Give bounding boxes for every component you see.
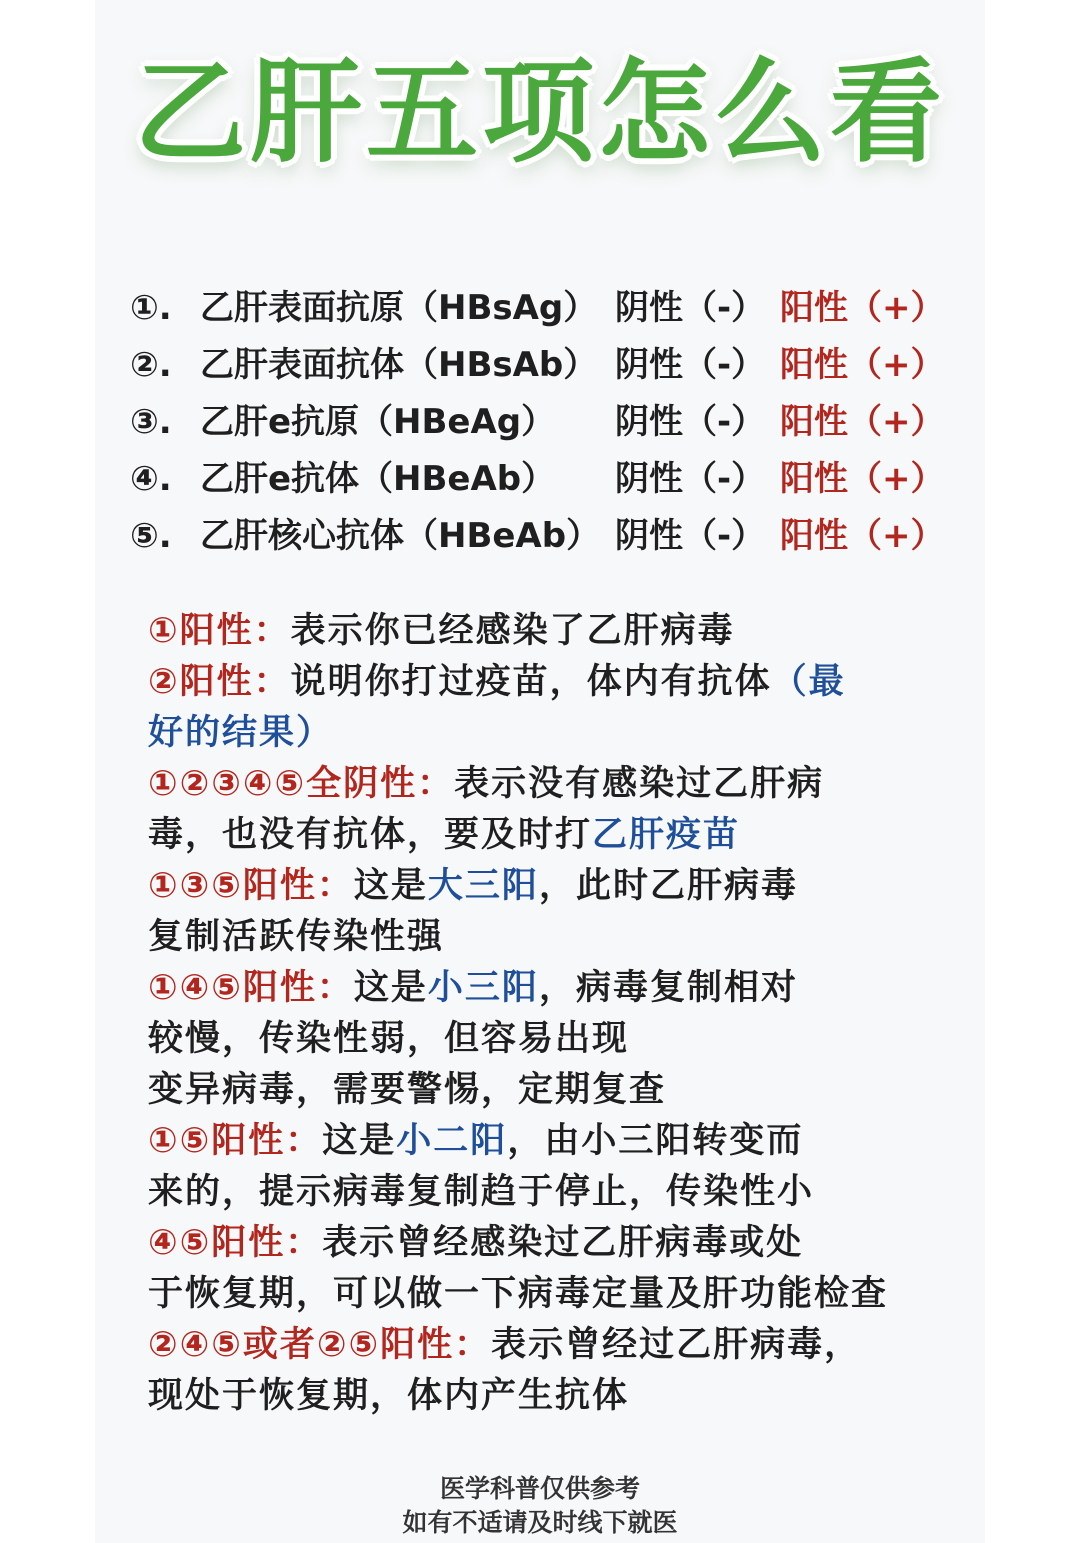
result-highlight: 乙肝疫苗 xyxy=(592,815,741,855)
negative-label: 阴性（-） xyxy=(615,345,766,385)
negative-label: 阴性（-） xyxy=(615,288,766,328)
result-text: ，由小三阳转变而 xyxy=(507,1121,804,1161)
interpretation-line xyxy=(148,963,938,1014)
marker-number: ③. xyxy=(130,402,172,442)
result-text: 较慢，传染性弱，但容易出现 xyxy=(148,1019,630,1059)
result-note: （最 xyxy=(771,662,846,702)
interpretation-line-continued xyxy=(148,810,938,861)
result-highlight: 小二阳 xyxy=(396,1121,508,1161)
marker-name: 乙肝e抗体（HBeAb） xyxy=(200,459,556,499)
marker-row xyxy=(120,280,945,337)
marker-row xyxy=(120,337,945,394)
interpretation-line-continued xyxy=(148,1269,938,1320)
negative-label: 阴性（-） xyxy=(615,516,766,556)
interpretation-line xyxy=(148,606,938,657)
result-text: 这是 xyxy=(322,1121,397,1161)
interpretation-line xyxy=(148,861,938,912)
marker-number: ④. xyxy=(130,459,172,499)
marker-row xyxy=(120,451,945,508)
marker-number: ①. xyxy=(130,288,172,328)
result-label: ①阳性： xyxy=(148,611,291,651)
marker-row xyxy=(120,394,945,451)
result-highlight: 大三阳 xyxy=(427,866,539,906)
disclaimer-footer xyxy=(0,1472,1080,1540)
positive-label: 阳性（+） xyxy=(780,345,945,385)
result-text: 现处于恢复期，体内产生抗体 xyxy=(148,1376,630,1416)
disclaimer-line: 医学科普仅供参考 xyxy=(439,1474,640,1503)
result-text: 毒，也没有抗体，要及时打 xyxy=(148,815,593,855)
result-text: ，此时乙肝病毒 xyxy=(538,866,798,906)
result-note: 好的结果） xyxy=(148,713,334,753)
marker-name: 乙肝核心抗体（HBeAb） xyxy=(200,516,601,556)
positive-label: 阳性（+） xyxy=(780,459,945,499)
result-text: 说明你打过疫苗，体内有抗体 xyxy=(290,662,772,702)
result-text: 表示没有感染过乙肝病 xyxy=(454,764,825,804)
result-text: 来的，提示病毒复制趋于停止，传染性小 xyxy=(148,1172,815,1212)
interpretation-list xyxy=(148,606,938,1422)
marker-row xyxy=(120,508,945,565)
interpretation-line-continued xyxy=(148,1065,938,1116)
result-label: ①③⑤阳性： xyxy=(148,866,354,906)
result-text: 表示你已经感染了乙肝病毒 xyxy=(290,611,735,651)
page-title: 乙肝五项怎么看 xyxy=(134,48,946,178)
interpretation-line xyxy=(148,1320,938,1371)
result-text: 这是 xyxy=(353,866,428,906)
result-highlight: 小三阳 xyxy=(427,968,539,1008)
marker-name: 乙肝表面抗原（HBsAg） xyxy=(200,288,598,328)
interpretation-line-continued xyxy=(148,1014,938,1065)
positive-label: 阳性（+） xyxy=(780,402,945,442)
result-text: 复制活跃传染性强 xyxy=(148,917,445,957)
result-label: ②阳性： xyxy=(148,662,291,702)
interpretation-line xyxy=(148,1116,938,1167)
result-text: 表示曾经感染过乙肝病毒或处 xyxy=(322,1223,804,1263)
result-text: 变异病毒，需要警惕，定期复查 xyxy=(148,1070,667,1110)
negative-label: 阴性（-） xyxy=(615,402,766,442)
result-text: 于恢复期，可以做一下病毒定量及肝功能检查 xyxy=(148,1274,889,1314)
interpretation-line xyxy=(148,657,938,708)
interpretation-line-continued xyxy=(148,708,938,759)
marker-list xyxy=(120,280,945,565)
result-label: ①②③④⑤全阴性： xyxy=(148,764,455,804)
interpretation-line-continued xyxy=(148,1167,938,1218)
result-label: ①④⑤阳性： xyxy=(148,968,354,1008)
result-text: ，病毒复制相对 xyxy=(538,968,798,1008)
marker-name: 乙肝表面抗体（HBsAb） xyxy=(200,345,598,385)
negative-label: 阴性（-） xyxy=(615,459,766,499)
interpretation-line xyxy=(148,759,938,810)
positive-label: 阳性（+） xyxy=(780,516,945,556)
marker-number: ⑤. xyxy=(130,516,172,556)
marker-name: 乙肝e抗原（HBeAg） xyxy=(200,402,556,442)
interpretation-line-continued xyxy=(148,912,938,963)
result-text: 这是 xyxy=(353,968,428,1008)
marker-number: ②. xyxy=(130,345,172,385)
interpretation-line-continued xyxy=(148,1371,938,1422)
disclaimer-line: 如有不适请及时线下就医 xyxy=(402,1508,678,1537)
result-text: 表示曾经过乙肝病毒， xyxy=(491,1325,862,1365)
interpretation-line xyxy=(148,1218,938,1269)
positive-label: 阳性（+） xyxy=(780,288,945,328)
result-label: ④⑤阳性： xyxy=(148,1223,323,1263)
result-label: ①⑤阳性： xyxy=(148,1121,323,1161)
result-label: ②④⑤或者②⑤阳性： xyxy=(148,1325,492,1365)
